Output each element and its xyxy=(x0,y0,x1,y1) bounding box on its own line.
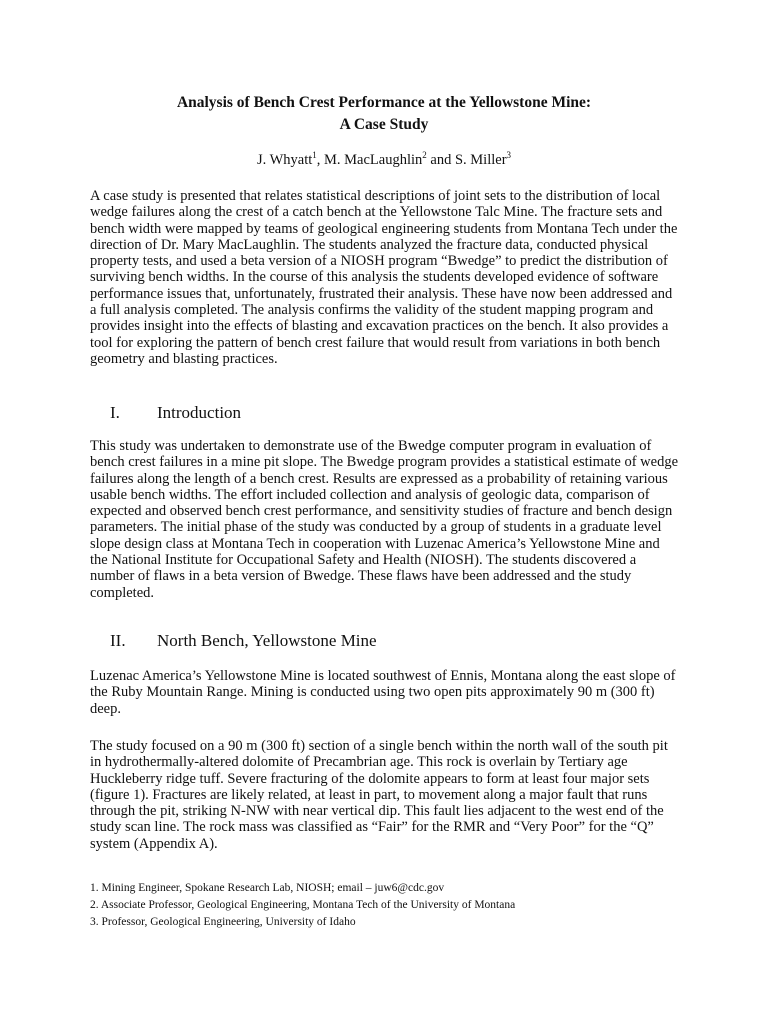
author-2-affiliation-mark: 2 xyxy=(422,150,427,161)
section-title: Introduction xyxy=(157,403,242,422)
author-2: , M. MacLaughlin xyxy=(316,152,423,168)
footnotes xyxy=(90,880,690,931)
section-number: II. xyxy=(110,631,126,650)
paper-title xyxy=(90,92,678,136)
author-1-affiliation-mark: 1 xyxy=(312,150,317,161)
section-title: North Bench, Yellowstone Mine xyxy=(157,631,377,650)
author-3-affiliation-mark: 3 xyxy=(506,150,512,161)
north-bench-paragraph-1: Luzenac America’s Yellowstone Mine is located southwest of Ennis, Montana along the east slope of the Ruby Mountain Range. Mining is conducted using two open pits approximately 90 m (300 ft) deep. xyxy=(90,668,676,717)
author-line xyxy=(90,150,678,170)
introduction-paragraph: This study was undertaken to demonstrate use of the Bwedge computer program in evaluation of bench crest failures in a mine pit slope. The Bwedge program provides a statistical estimate of wedge failures along the length of a bench crest. Results are expressed as a probability of retaining various usable bench widths. The effort included collection and analysis of geologic data, comparison of expected and observed bench crest performance, and sensitivity studies of fracture and bench design parameters. The initial phase of the study was conducted by a group of students in a graduate level slope design class at Montana Tech in cooperation with Luzenac America’s Yellowstone Mine and the National Institute for Occupational Safety and Health (NIOSH). The students discovered a number of flaws in a beta version of Bwedge. These flaws have been addressed and the study completed. xyxy=(90,438,679,601)
section-number: I. xyxy=(110,403,120,422)
footnote-1: 1. Mining Engineer, Spokane Research Lab, NIOSH; email – juw6@cdc.gov xyxy=(90,882,445,894)
section-heading-north-bench xyxy=(110,631,377,651)
section-heading-introduction xyxy=(110,403,241,423)
paper-title-line-1: Analysis of Bench Crest Performance at the Yellowstone Mine: xyxy=(176,94,592,111)
paper-title-line-2: A Case Study xyxy=(339,116,429,133)
author-3: and S. Miller xyxy=(426,152,507,168)
author-1: J. Whyatt xyxy=(256,152,313,168)
north-bench-paragraph-2: The study focused on a 90 m (300 ft) section of a single bench within the north wall of the south pit in hydrothermally-altered dolomite of Precambrian age. This rock is overlain by Tertiary age Huckleberry ridge tuff. Severe fracturing of the dolomite appears to form at least four major sets (figure 1). Fractures are likely related, at least in part, to movement along a major fault that runs through the pit, striking N-NW with near vertical dip. This fault lies adjacent to the west end of the study scan line. The rock mass was classified as “Fair” for the RMR and “Very Poor” for the “Q” system (Appendix A). xyxy=(90,738,668,852)
abstract-paragraph: A case study is presented that relates statistical descriptions of joint sets to the distribution of local wedge failures along the crest of a catch bench at the Yellowstone Talc Mine. The fracture sets and bench width were mapped by teams of geological engineering students from Montana Tech under the direction of Dr. Mary MacLaughlin. The students analyzed the fracture data, conducted physical property tests, and used a beta version of a NIOSH program “Bwedge” to predict the distribution of surviving bench widths. In the course of this analysis the students developed evidence of software performance issues that, unfortunately, frustrated their analysis. These have now been addressed and a full analysis completed. The analysis confirms the validity of the student mapping program and provides insight into the effects of blasting and excavation practices on the bench. It also provides a tool for exploring the pattern of bench crest failure that would result from variations in both bench geometry and blasting practices. xyxy=(90,188,678,367)
footnote-2: 2. Associate Professor, Geological Engineering, Montana Tech of the University of Montana xyxy=(90,899,516,911)
footnote-3: 3. Professor, Geological Engineering, University of Idaho xyxy=(90,916,356,928)
